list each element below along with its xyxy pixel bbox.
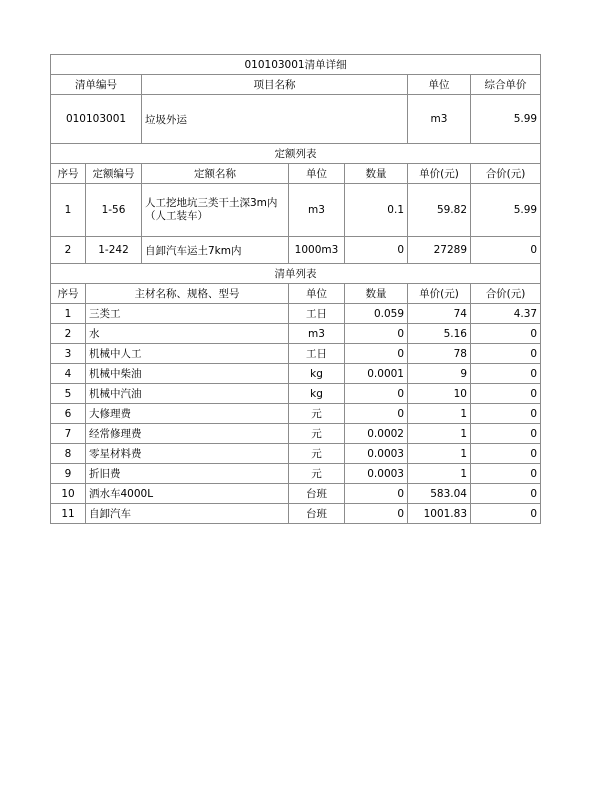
bill-code: 010103001	[51, 95, 142, 144]
material-qty: 0.0001	[345, 364, 408, 384]
materials-header-qty: 数量	[345, 284, 408, 304]
quota-header-unit: 单位	[289, 164, 345, 184]
material-price: 78	[408, 344, 471, 364]
quota-header-name: 定额名称	[142, 164, 289, 184]
bill-price: 5.99	[471, 95, 541, 144]
header-unit: 单位	[408, 75, 471, 95]
material-price: 5.16	[408, 324, 471, 344]
quota-unit: 1000m3	[289, 237, 345, 264]
quota-total: 0	[471, 237, 541, 264]
material-qty: 0.0003	[345, 464, 408, 484]
bill-detail-table	[50, 54, 541, 524]
material-price: 1	[408, 404, 471, 424]
table-row	[51, 384, 541, 404]
material-no: 10	[51, 484, 86, 504]
table-row	[51, 484, 541, 504]
quota-qty: 0	[345, 237, 408, 264]
quota-header-qty: 数量	[345, 164, 408, 184]
material-no: 5	[51, 384, 86, 404]
material-no: 1	[51, 304, 86, 324]
table-row	[51, 364, 541, 384]
quota-no: 1	[51, 184, 86, 237]
material-total: 0	[471, 444, 541, 464]
materials-list	[51, 304, 541, 524]
material-price: 74	[408, 304, 471, 324]
materials-header-price: 单价(元)	[408, 284, 471, 304]
quota-name: 人工挖地坑三类干土深3m内（人工装车）	[142, 184, 289, 237]
material-qty: 0.0003	[345, 444, 408, 464]
header-bill-code: 清单编号	[51, 75, 142, 95]
material-total: 0	[471, 484, 541, 504]
quota-header-total: 合价(元)	[471, 164, 541, 184]
material-qty: 0	[345, 484, 408, 504]
material-name: 自卸汽车	[86, 504, 289, 524]
material-unit: 元	[289, 444, 345, 464]
material-no: 9	[51, 464, 86, 484]
bill-row	[51, 95, 541, 144]
material-qty: 0	[345, 384, 408, 404]
bill-unit: m3	[408, 95, 471, 144]
table-row	[51, 324, 541, 344]
material-qty: 0	[345, 504, 408, 524]
quota-name: 自卸汽车运土7km内	[142, 237, 289, 264]
material-name: 经常修理费	[86, 424, 289, 444]
materials-header-unit: 单位	[289, 284, 345, 304]
quota-code: 1-56	[86, 184, 142, 237]
header-item-name: 项目名称	[142, 75, 408, 95]
quota-price: 59.82	[408, 184, 471, 237]
material-unit: 台班	[289, 504, 345, 524]
material-qty: 0.059	[345, 304, 408, 324]
material-qty: 0	[345, 324, 408, 344]
quota-section-title: 定额列表	[51, 144, 541, 164]
material-unit: 元	[289, 424, 345, 444]
material-price: 9	[408, 364, 471, 384]
material-no: 7	[51, 424, 86, 444]
materials-section-title: 清单列表	[51, 264, 541, 284]
quota-total: 5.99	[471, 184, 541, 237]
materials-header-row	[51, 284, 541, 304]
material-no: 11	[51, 504, 86, 524]
material-price: 1	[408, 464, 471, 484]
bill-name: 垃圾外运	[142, 95, 408, 144]
material-unit: 工日	[289, 344, 345, 364]
page-title: 010103001清单详细	[51, 55, 541, 75]
material-unit: 台班	[289, 484, 345, 504]
header-unit-price: 综合单价	[471, 75, 541, 95]
material-no: 8	[51, 444, 86, 464]
bill-header-row	[51, 75, 541, 95]
quota-no: 2	[51, 237, 86, 264]
quota-qty: 0.1	[345, 184, 408, 237]
materials-header-name: 主材名称、规格、型号	[86, 284, 289, 304]
material-total: 4.37	[471, 304, 541, 324]
material-total: 0	[471, 364, 541, 384]
material-price: 1001.83	[408, 504, 471, 524]
material-total: 0	[471, 324, 541, 344]
material-qty: 0	[345, 404, 408, 424]
material-name: 零星材料费	[86, 444, 289, 464]
table-row	[51, 444, 541, 464]
material-unit: kg	[289, 384, 345, 404]
table-row	[51, 344, 541, 364]
table-row	[51, 237, 541, 264]
material-price: 1	[408, 444, 471, 464]
material-unit: 元	[289, 404, 345, 424]
material-price: 1	[408, 424, 471, 444]
table-row	[51, 504, 541, 524]
quota-price: 27289	[408, 237, 471, 264]
material-name: 机械中柴油	[86, 364, 289, 384]
quota-header-no: 序号	[51, 164, 86, 184]
material-name: 洒水车4000L	[86, 484, 289, 504]
material-total: 0	[471, 424, 541, 444]
material-unit: m3	[289, 324, 345, 344]
table-row	[51, 424, 541, 444]
material-total: 0	[471, 464, 541, 484]
materials-header-total: 合价(元)	[471, 284, 541, 304]
material-unit: 元	[289, 464, 345, 484]
quota-header-row	[51, 164, 541, 184]
material-name: 三类工	[86, 304, 289, 324]
material-unit: kg	[289, 364, 345, 384]
material-price: 583.04	[408, 484, 471, 504]
table-row	[51, 184, 541, 237]
material-no: 3	[51, 344, 86, 364]
material-no: 2	[51, 324, 86, 344]
material-total: 0	[471, 404, 541, 424]
material-name: 大修理费	[86, 404, 289, 424]
material-total: 0	[471, 344, 541, 364]
quota-unit: m3	[289, 184, 345, 237]
table-row	[51, 404, 541, 424]
quota-code: 1-242	[86, 237, 142, 264]
material-name: 机械中汽油	[86, 384, 289, 404]
material-name: 水	[86, 324, 289, 344]
table-row	[51, 304, 541, 324]
material-no: 6	[51, 404, 86, 424]
quota-header-code: 定额编号	[86, 164, 142, 184]
quota-header-price: 单价(元)	[408, 164, 471, 184]
material-total: 0	[471, 504, 541, 524]
material-total: 0	[471, 384, 541, 404]
material-qty: 0	[345, 344, 408, 364]
material-no: 4	[51, 364, 86, 384]
material-qty: 0.0002	[345, 424, 408, 444]
material-name: 机械中人工	[86, 344, 289, 364]
material-price: 10	[408, 384, 471, 404]
materials-header-no: 序号	[51, 284, 86, 304]
material-name: 折旧费	[86, 464, 289, 484]
material-unit: 工日	[289, 304, 345, 324]
table-row	[51, 464, 541, 484]
